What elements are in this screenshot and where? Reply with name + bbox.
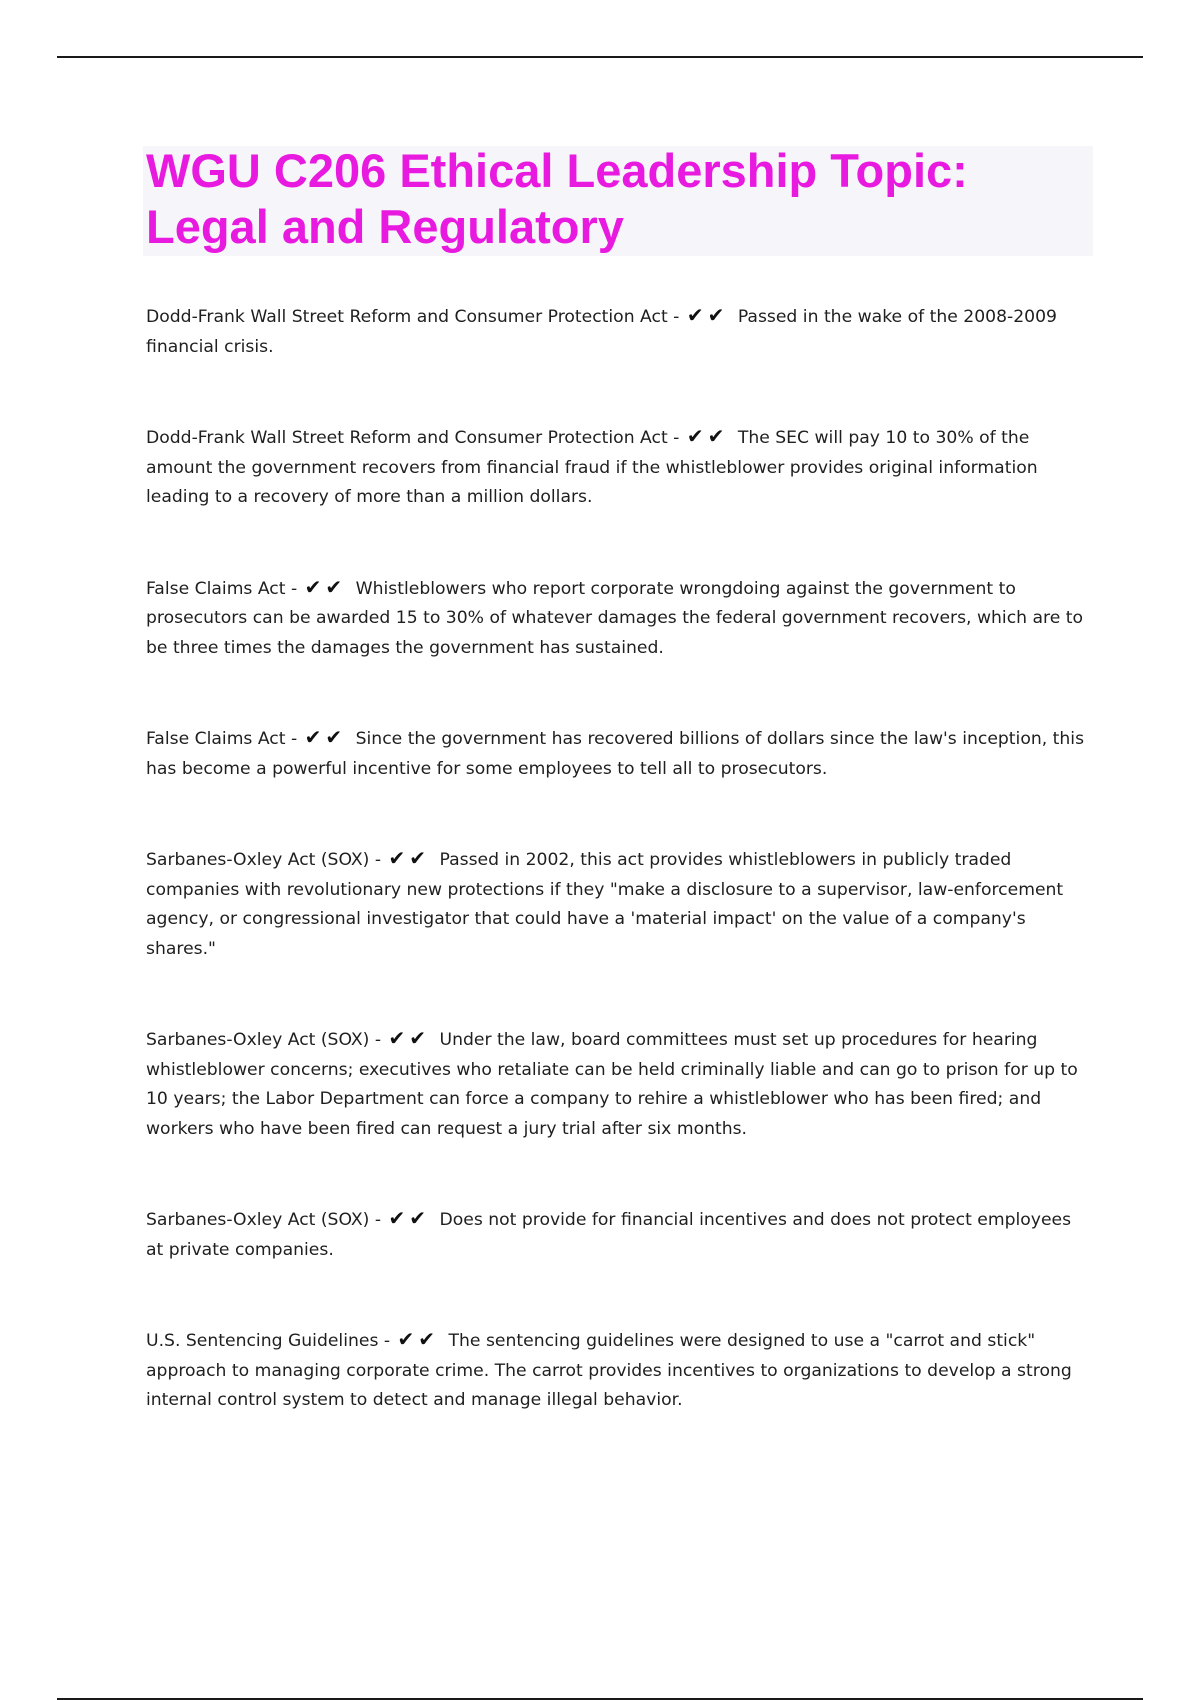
double-checkmark-icon: ✔✔ — [388, 846, 431, 870]
entry-definition: Passed in the wake of the 2008-2009 financial crisis. — [146, 307, 1057, 357]
entry-term: Sarbanes-Oxley Act (SOX) — [146, 1030, 370, 1050]
entry-separator: - — [378, 1331, 396, 1351]
entry-separator: - — [285, 578, 303, 599]
double-checkmark-icon: ✔✔ — [304, 574, 347, 599]
entry-definition: Since the government has recovered billions of dollars since the law's inception, this has become a powerful incentive for some employees to tell all to prosecutors. — [146, 729, 1085, 779]
entry-false-claims-1 — [146, 575, 1090, 664]
double-checkmark-icon: ✔✔ — [686, 424, 729, 448]
entry-definition: Passed in 2002, this act provides whistleblowers in publicly traded companies with revolutionary new protections if they "make a disclosure to a supervisor, law-enforcement agency, or congressional investigator that could have a 'material impact' on the value of a company's shares." — [146, 850, 1064, 959]
double-checkmark-icon: ✔✔ — [304, 725, 347, 749]
entry-sentencing-guidelines — [146, 1327, 1090, 1416]
entry-sox-3 — [146, 1206, 1090, 1265]
entry-term: U.S. Sentencing Guidelines — [146, 1331, 379, 1351]
double-checkmark-icon: ✔✔ — [686, 303, 729, 327]
entry-separator: - — [285, 729, 303, 749]
double-checkmark-icon: ✔✔ — [397, 1327, 440, 1351]
entry-sox-1 — [146, 846, 1090, 964]
entry-sox-2 — [146, 1026, 1090, 1144]
entry-list — [146, 303, 1090, 1478]
entry-false-claims-2 — [146, 725, 1090, 784]
entry-definition: Does not provide for financial incentives and does not protect employees at private companies. — [146, 1210, 1072, 1260]
document-title: WGU C206 Ethical Leadership Topic: Legal and Regulatory — [146, 144, 968, 253]
entry-term: Dodd-Frank Wall Street Reform and Consumer Protection Act — [146, 307, 668, 327]
entry-separator: - — [667, 307, 685, 327]
entry-term: Sarbanes-Oxley Act (SOX) — [146, 1210, 370, 1230]
entry-term: Sarbanes-Oxley Act (SOX) — [146, 850, 370, 870]
entry-definition: Under the law, board committees must set up procedures for hearing whistleblower concerns; executives who retaliate can be held criminally liable and can go to prison for up to 10 years; the Labor Department can force a company to rehire a whistleblower who has been fired; and workers who have been fired can request a jury trial after six months. — [146, 1030, 1078, 1139]
entry-separator: - — [369, 1210, 387, 1230]
entry-definition: Whistleblowers who report corporate wrongdoing against the government to prosecutors can be awarded 15 to 30% of whatever damages the federal government recovers, which are to be three times the damages the government has sustained. — [146, 578, 1084, 658]
entry-dodd-frank-1 — [146, 303, 1090, 362]
entry-term: False Claims Act — [146, 578, 286, 599]
entry-term: Dodd-Frank Wall Street Reform and Consumer Protection Act — [146, 428, 668, 448]
entry-definition: The SEC will pay 10 to 30% of the amount the government recovers from financial fraud if the whistleblower provides original information leading to a recovery of more than a million dollars. — [146, 428, 1038, 507]
entry-dodd-frank-2 — [146, 424, 1090, 513]
entry-separator: - — [369, 850, 387, 870]
double-checkmark-icon: ✔✔ — [388, 1026, 431, 1050]
entry-separator: - — [667, 428, 685, 448]
entry-definition: The sentencing guidelines were designed to use a "carrot and stick" approach to managing corporate crime. The carrot provides incentives to organizations to develop a strong internal control system to detect and manage illegal behavior. — [146, 1331, 1072, 1410]
double-checkmark-icon: ✔✔ — [388, 1206, 431, 1230]
top-rule — [57, 56, 1143, 58]
entry-term: False Claims Act — [146, 729, 286, 749]
entry-separator: - — [369, 1030, 387, 1050]
